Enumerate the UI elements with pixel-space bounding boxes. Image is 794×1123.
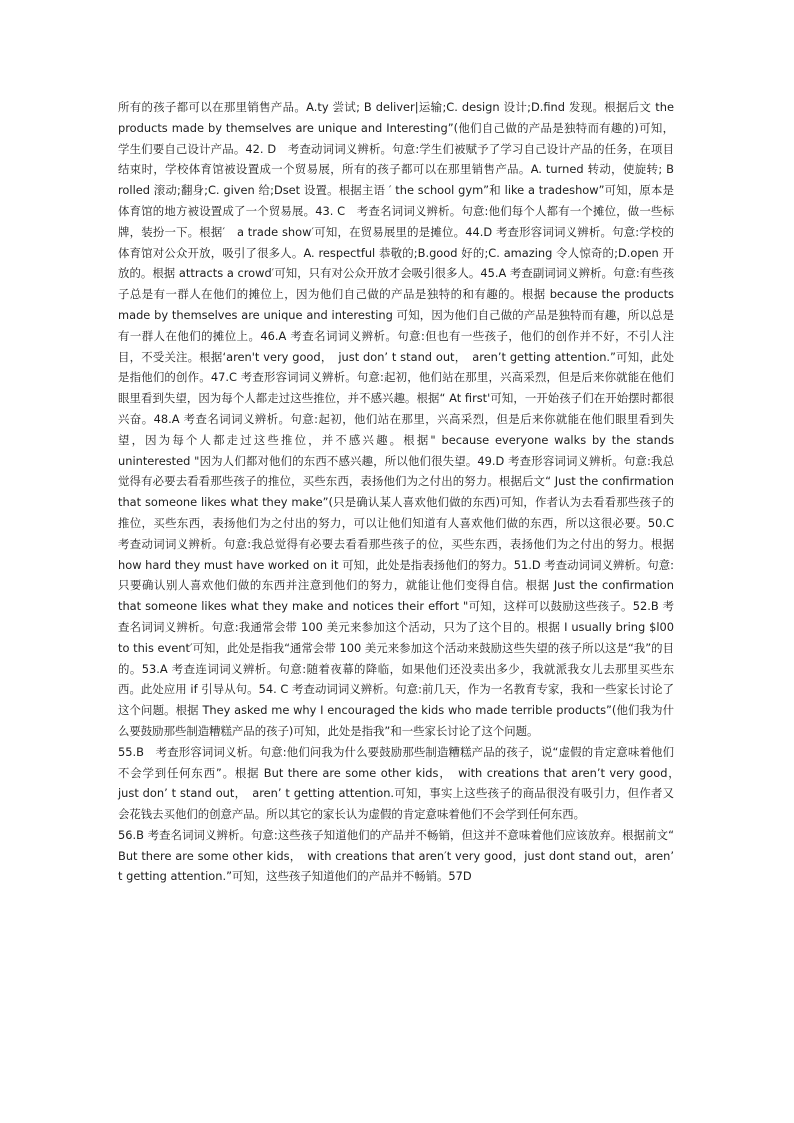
paragraph: 所有的孩子都可以在那里销售产品。A.ty 尝试; B deliver|运输;C. design 设计;D.find 发现。根据后文 the products made by themselves are unique and Interesting”(他们自己做的产品是独特而有趣的)可知，学生们要自己设计产品。42. D 考查动词词义辨析。句意:学生们被赋予了学习自己设计产品的任务，在项目结束时，学校体育馆被设置成一个贸易展，所有的孩子都可以在那里销售产品。A. turned 转动，使旋转; B rolled 滚动;翻身;C. given 给;Dset 设置。根据主语 ′ the school gym”和 like a tradeshow”可知，原本是体育馆的地方被设置成了一个贸易展。43. C 考查名词词义辨析。句意:他们每个人都有一个摊位，做一些标牌，装扮一下。根据′ a trade show′可知，在贸易展里的是摊位。44.D 考查形容词词义辨析。句意:学校的体育馆对公众开放，吸引了很多人。A. respectful 恭敬的;B.good 好的;C. amazing 令人惊奇的;D.open 开放的。根据 attracts a crowd′可知，只有对公众开放才会吸引很多人。45.A 考查副词词义辨析。句意:有些孩子总是有一群人在他们的摊位上，因为他们自己做的产品是独特的和有趣的。根据 because the products made by themselves are unique and interesting 可知，因为他们自己做的产品是独特而有趣，所以总是有一群人在他们的摊位上。46.A 考查名词词义辨析。句意:但也有一些孩子，他们的创作并不好，不引人注目，不受关注。根据‘aren't very good， just don’ t stand out， aren’t getting attention.”可知，此处是指他们的创作。47.C 考查形容词词义辨析。句意:起初，他们站在那里，兴高采烈，但是后来你就能在他们眼里看到失望，因为每个人都走过这些推位，并不感兴趣。根据“ At first'可知，一开始孩子们在开始摆时都很兴奋。48.A 考查名词词义辨析。句意:起初，他们站在那里，兴高采烈，但是后来你就能在他们眼里看到失望，因为每个人都走过这些推位，并不感兴趣。根据" because everyone walks by the stands uninterested "因为人们都对他们的东西不感兴趣，所以他们很失望。49.D 考查形容词词义辨析。句意:我总觉得有必要去看看那些孩子的推位，买些东西，表扬他们为之付出的努力。根据后文“ Just the confirmation that someone likes what they make”(只是确认某人喜欢他们做的东西)可知，作者认为去看看那些孩子的推位，买些东西，表扬他们为之付出的努力，可以让他们知道有人喜欢他们做的东西，所以这很必要。50.C 考查动词词义辨析。句意:我总觉得有必要去看看那些孩子的位，买些东西，表扬他们为之付出的努力。根据 how hard they must have worked on it 可知，此处是指表扬他们的努力。51.D 考查动词词义辨析。句意:只要确认别人喜欢他们做的东西并注意到他们的努力，就能让他们变得自信。根据 Just the confirmation that someone likes what they make and notices their effort "可知，这样可以鼓励这些孩子。52.B 考查名词词义辨析。句意:我通常会带 100 美元来参加这个活动，只为了这个目的。根据 I usually bring $l00 to this event′可知，此处是指我“通常会带 100 美元来参加这个活动来鼓励这些失望的孩子所以这是“我”的目的。53.A 考查连词词义辨析。句意:随着夜幕的降临，如果他们还没卖出多少，我就派我女儿去那里买些东西。此处应用 if 引导从句。54. C 考查动词词义辨析。句意:前几天，作为一名教育专家，我和一些家长讨论了这个问题。根据 They asked me why I encouraged the kids who made terrible products”(他们我为什么要鼓励那些制造糟糕产品的孩子)可知，此处是指我”和一些家长讨论了这个问题。 — [118, 100, 686, 738]
paragraph: 55.B 考查形容词词义析。句意:他们问我为什么要鼓励那些制造糟糕产品的孩子，说“虚假的肯定意味着他们不会学到任何东西”。根据 But there are some other kids， with creations that aren’t very good， just don’ t stand out， aren’ t getting attention.可知，事实上这些孩子的商品很没有吸引力，但作者又会花钱去买他们的创意产品。所以其它的家长认为虚假的肯定意味着他们不会学到任何东西。 — [118, 744, 686, 822]
paragraph: 56.B 考查名词词义辨析。句意:这些孩子知道他们的产品并不畅销，但这并不意味着他们应该放弃。根据前文“ But there are some other kids， with creations that aren′t very good，just dont stand out，aren’ t getting attention.”可知，这些孩子知道他们的产品并不畅销。57D — [118, 827, 674, 884]
document-body — [118, 97, 686, 887]
